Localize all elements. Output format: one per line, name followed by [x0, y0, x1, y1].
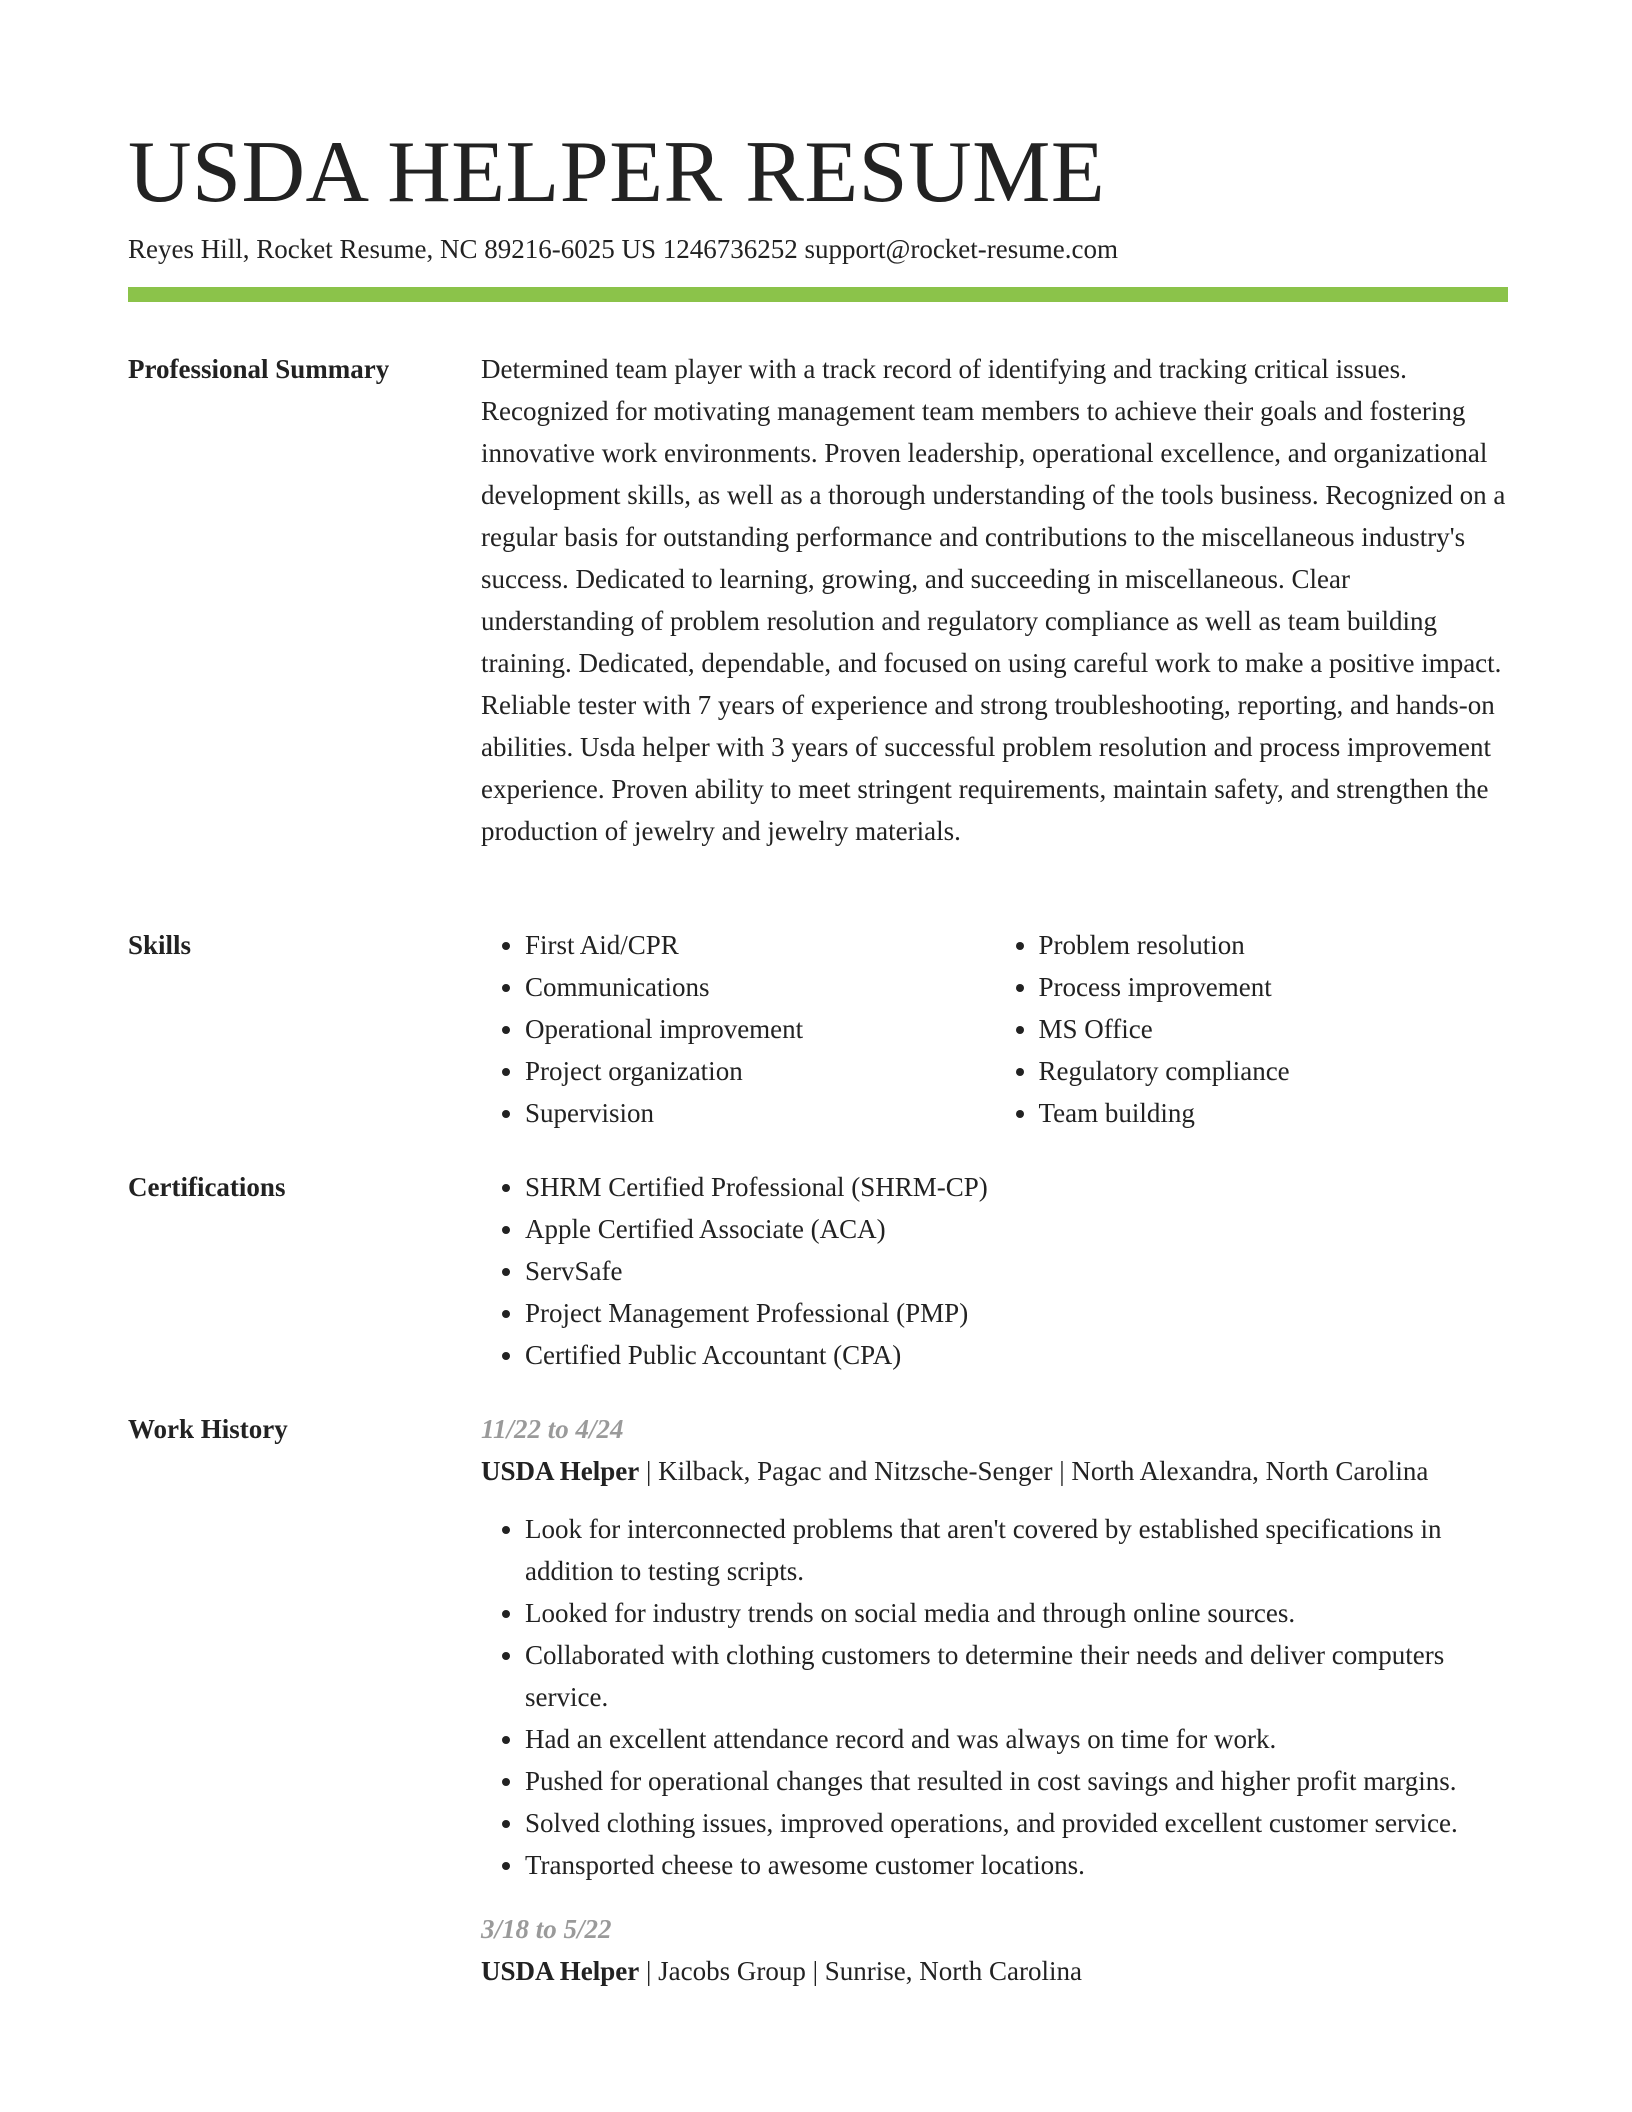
certification-item: • Certified Public Accountant (CPA) — [525, 1334, 1508, 1376]
certification-item: • Apple Certified Associate (ACA) — [525, 1208, 1508, 1250]
accent-divider — [128, 287, 1508, 302]
skill-item: • Project organization — [525, 1050, 995, 1092]
skill-item: • MS Office — [1039, 1008, 1509, 1050]
skills-list-left — [481, 924, 995, 1134]
job-bullet: • Looked for industry trends on social media and through online sources. — [525, 1592, 1508, 1634]
certifications-list — [481, 1166, 1508, 1376]
summary-text: Determined team player with a track record of identifying and tracking critical issues. Recognized for motivating management team members to achieve their goals and fostering innovative work environments. Proven leadership, operational excellence, and organizational development skills, as well as a thorough understanding of the tools business. Recognized on a regular basis for outstanding performance and contributions to the miscellaneous industry's success. Dedicated to learning, growing, and succeeding in miscellaneous. Clear understanding of problem resolution and regulatory compliance as well as team building training. Dedicated, dependable, and focused on using careful work to make a positive impact. Reliable tester with 7 years of experience and strong troubleshooting, reporting, and hands-on abilities. Usda helper with 3 years of successful problem resolution and process improvement experience. Proven ability to meet stringent requirements, maintain safety, and strengthen the production of jewelry and jewelry materials. — [481, 354, 1506, 846]
job-title: USDA Helper — [481, 1456, 640, 1486]
work-history-heading: Work History — [128, 1414, 288, 1444]
job-bullet: • Look for interconnected problems that aren't covered by established specifications in addition to testing scripts. — [525, 1508, 1508, 1592]
job-dates: 3/18 to 5/22 — [481, 1914, 612, 1944]
skill-item: • Team building — [1039, 1092, 1509, 1134]
job-bullet: • Solved clothing issues, improved operations, and provided excellent customer service. — [525, 1802, 1508, 1844]
job-bullet: • Collaborated with clothing customers to determine their needs and deliver computers service. — [525, 1634, 1508, 1718]
skill-item: • Problem resolution — [1039, 924, 1509, 966]
skills-body — [481, 924, 1508, 1134]
certification-item: • Project Management Professional (PMP) — [525, 1292, 1508, 1334]
job-bullet: • Pushed for operational changes that resulted in cost savings and higher profit margins. — [525, 1760, 1508, 1802]
skill-item: • Operational improvement — [525, 1008, 995, 1050]
work-history-body — [481, 1408, 1508, 1992]
skills-columns — [481, 924, 1508, 1134]
job-details: | Kilback, Pagac and Nitzsche-Senger | North Alexandra, North Carolina — [639, 1456, 1429, 1486]
skill-item: • Process improvement — [1039, 966, 1509, 1008]
certifications-body — [481, 1166, 1508, 1376]
certification-item: • ServSafe — [525, 1250, 1508, 1292]
job-entry — [481, 1908, 1508, 1992]
skill-item: • Regulatory compliance — [1039, 1050, 1509, 1092]
certification-item: • SHRM Certified Professional (SHRM-CP) — [525, 1166, 1508, 1208]
job-bullets — [481, 1508, 1508, 1886]
contact-line: Reyes Hill, Rocket Resume, NC 89216-6025 US 1246736252 support@rocket-resume.com — [128, 234, 1118, 264]
skill-item: • Supervision — [525, 1092, 995, 1134]
skill-item: • First Aid/CPR — [525, 924, 995, 966]
job-bullet: • Had an excellent attendance record and was always on time for work. — [525, 1718, 1508, 1760]
job-title-line — [481, 1450, 1508, 1492]
job-entry — [481, 1408, 1508, 1886]
summary-heading: Professional Summary — [128, 354, 390, 384]
job-title: USDA Helper — [481, 1956, 640, 1986]
skills-list-right — [995, 924, 1509, 1134]
job-dates: 11/22 to 4/24 — [481, 1414, 624, 1444]
job-bullet: • Transported cheese to awesome customer locations. — [525, 1844, 1508, 1886]
job-details: | Jacobs Group | Sunrise, North Carolina — [639, 1956, 1082, 1986]
certifications-heading: Certifications — [128, 1172, 286, 1202]
skill-item: • Communications — [525, 966, 995, 1008]
job-title-line — [481, 1950, 1508, 1992]
resume-title: USDA HELPER RESUME — [128, 124, 1106, 221]
skills-heading: Skills — [128, 930, 192, 960]
summary-body — [481, 348, 1508, 852]
